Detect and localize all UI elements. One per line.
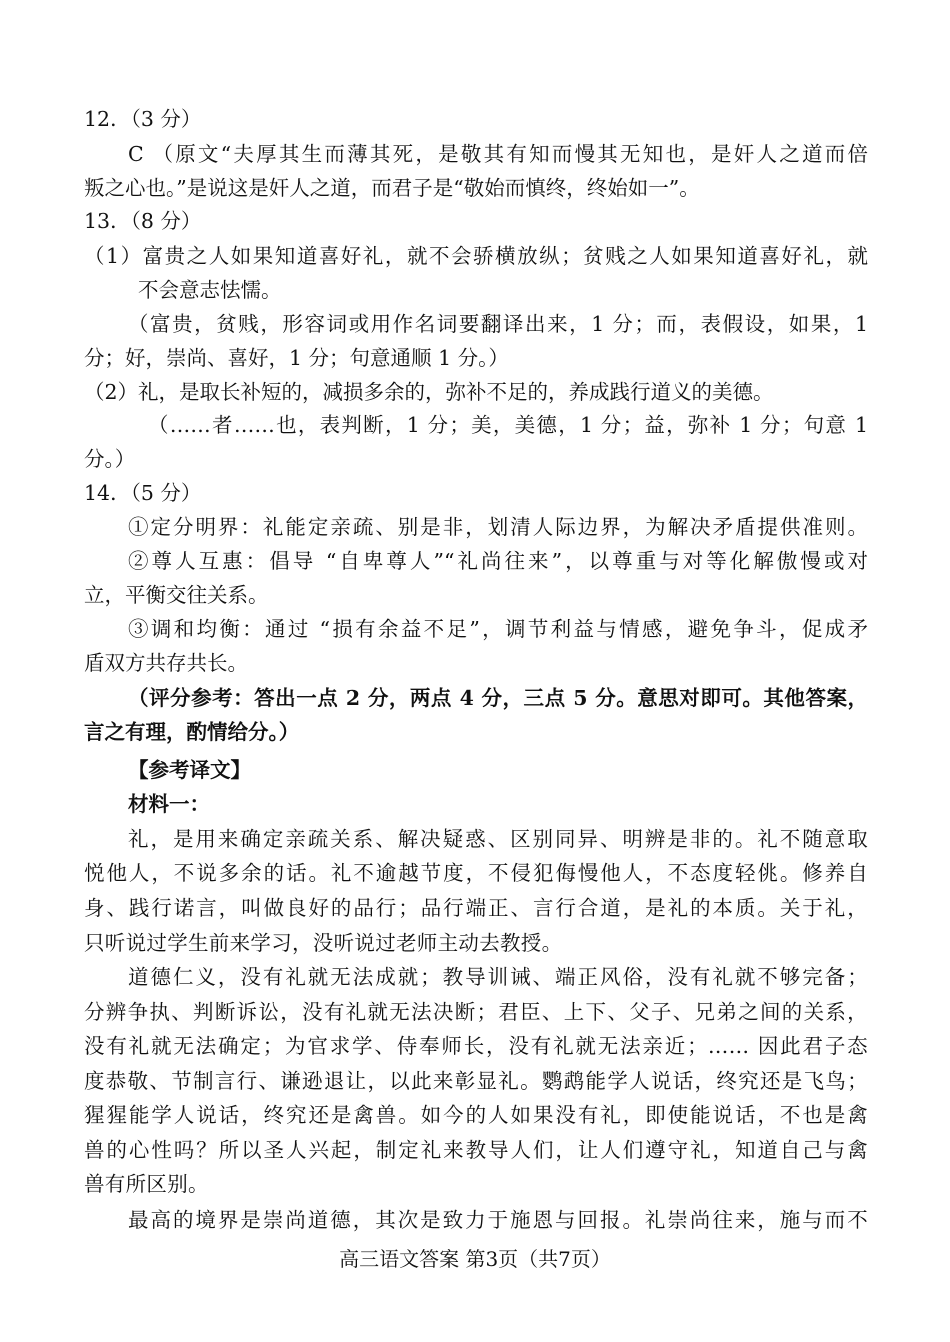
translation-line: 悦他人，不说多余的话。礼不逾越节度，不侵犯侮慢他人，不态度轻佻。修养自 [84, 861, 868, 885]
reference-translation-heading: 【参考译文】 [128, 758, 251, 782]
translation-line: 只听说过学生前来学习，没听说过老师主动去教授。 [84, 931, 563, 955]
translation-line: 最高的境界是崇尚道德，其次是致力于施恩与回报。礼崇尚往来，施与而不 [128, 1208, 868, 1232]
translation-line: 度恭敬、节制言行、谦逊退让，以此来彰显礼。鹦鹉能学人说话，终究还是飞鸟； [84, 1069, 868, 1093]
question-14-heading: 14．（5 分） [84, 481, 202, 505]
translation-line: 身、践行诺言，叫做良好的品行；品行端正、言行合道，是礼的本质。关于礼， [84, 896, 868, 920]
translation-line: 分辨争执、判断诉讼，没有礼就无法决断；君臣、上下、父子、兄弟之间的关系， [84, 1000, 868, 1024]
q12-answer-line: C （原文“夫厚其生而薄其死，是敬其有知而慢其无知也，是奸人之道而倍 [128, 142, 868, 166]
translation-line: 猩猩能学人说话，终究还是禽兽。如今的人如果没有礼，即使能说话，不也是禽 [84, 1103, 868, 1127]
page-footer: 高三语文答案 第3页（共7页） [339, 1247, 611, 1271]
q14-point-3: 盾双方共存共长。 [84, 651, 248, 675]
q13-part1-scoring: 分；好，崇尚、喜好，1 分；句意通顺 1 分。） [84, 346, 509, 370]
q12-answer-line: 叛之心也。”是说这是奸人之道，而君子是“敬始而慎终，终始如一”。 [84, 176, 700, 200]
q14-point-2: ②尊人互惠：倡导 “自卑尊人”“礼尚往来”，以尊重与对等化解傲慢或对 [128, 549, 868, 573]
translation-line: 没有礼就无法确定；为官求学、侍奉师长，没有礼就无法亲近；…… 因此君子态 [84, 1034, 868, 1058]
q13-part1-line: （1）富贵之人如果知道喜好礼，就不会骄横放纵；贫贱之人如果知道喜好礼，就 [84, 244, 868, 268]
q13-part1-line: 不会意志怯懦。 [138, 278, 282, 302]
question-12-heading: 12．（3 分） [84, 107, 202, 131]
q13-part2-scoring: 分。） [84, 447, 136, 471]
q14-point-1: ①定分明界：礼能定亲疏、别是非，划清人际边界，为解决矛盾提供准则。 [128, 515, 868, 539]
translation-line: 礼，是用来确定亲疏关系、解决疑惑、区别同异、明辨是非的。礼不随意取 [128, 827, 868, 851]
translation-line: 道德仁义，没有礼就无法成就；教导训诫、端正风俗，没有礼就不够完备； [128, 965, 868, 989]
material-one-heading: 材料一： [128, 792, 210, 816]
q13-part1-scoring: （富贵，贫贱，形容词或用作名词要翻译出来，1 分；而，表假设，如果，1 [128, 312, 868, 336]
q14-point-2: 立，平衡交往关系。 [84, 583, 269, 607]
translation-line: 兽的心性吗？所以圣人兴起，制定礼来教导人们，让人们遵守礼，知道自己与禽 [84, 1138, 868, 1162]
question-13-heading: 13．（8 分） [84, 209, 202, 233]
translation-line: 兽有所区别。 [84, 1172, 209, 1196]
q14-scoring-note: （评分参考：答出一点 2 分，两点 4 分，三点 5 分。意思对即可。其他答案， [128, 686, 868, 710]
q14-scoring-note: 言之有理，酌情给分。） [84, 720, 300, 744]
q14-point-3: ③调和均衡：通过 “损有余益不足”，调节利益与情感，避免争斗，促成矛 [128, 617, 868, 641]
q13-part2-scoring: （……者……也，表判断，1 分；美，美德，1 分；益，弥补 1 分；句意 1 [148, 413, 868, 437]
q13-part2-line: （2）礼，是取长补短的，减损多余的，弥补不足的，养成践行道义的美德。 [84, 380, 774, 404]
